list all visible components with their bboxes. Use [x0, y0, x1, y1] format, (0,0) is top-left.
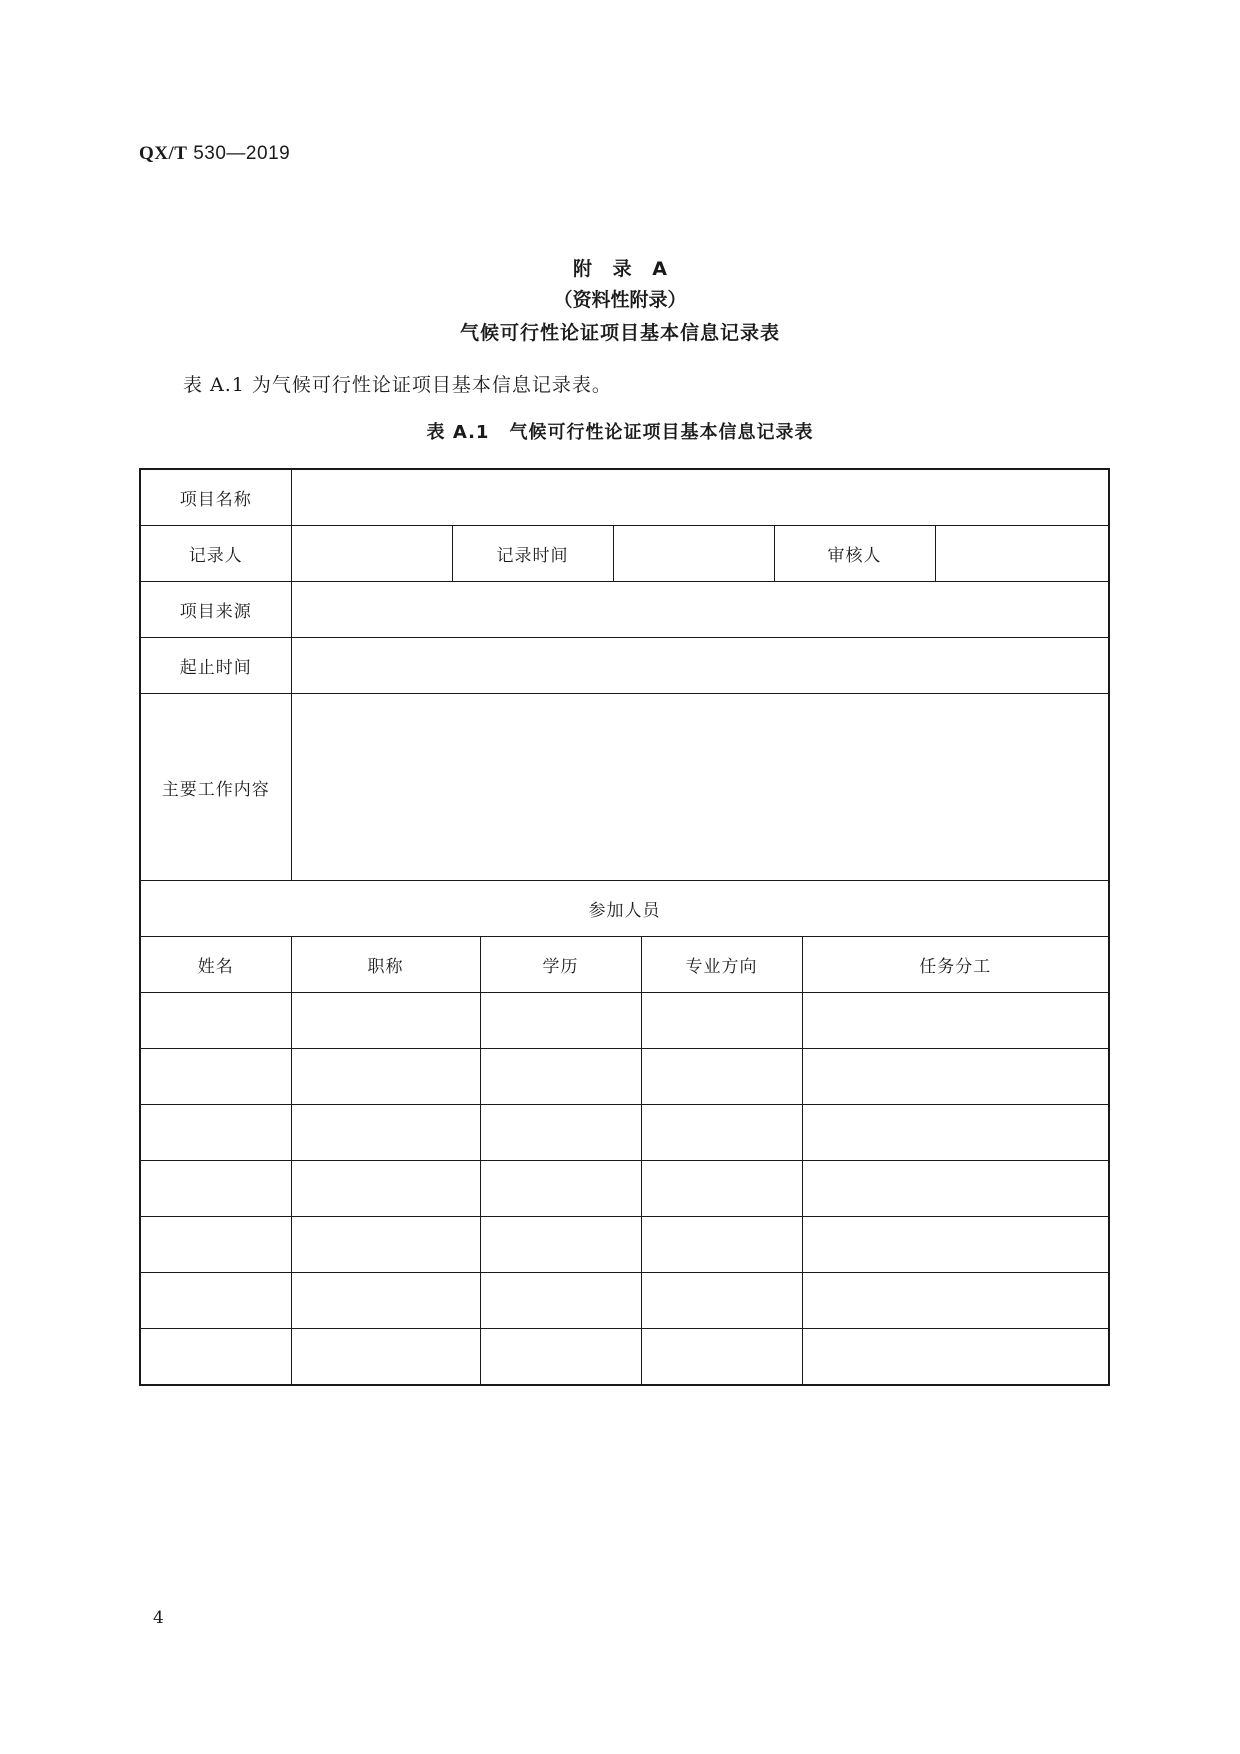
source-field — [291, 582, 1109, 638]
standard-number: 530—2019 — [193, 143, 291, 164]
row-recorder — [140, 526, 1109, 582]
table-row — [140, 1217, 1109, 1273]
reviewer-field — [935, 526, 1109, 582]
participant-name-cell — [140, 1329, 291, 1386]
participant-task-cell — [802, 1049, 1109, 1105]
recorder-field — [291, 526, 452, 582]
participant-specialty-cell — [641, 1217, 802, 1273]
participant-education-cell — [480, 993, 641, 1049]
participants-header-row — [140, 937, 1109, 993]
participant-specialty-cell — [641, 1161, 802, 1217]
table-caption — [0, 418, 1240, 444]
table-number: 表 A.1 — [426, 422, 490, 443]
participant-specialty-cell — [641, 1273, 802, 1329]
participant-title-cell — [291, 1049, 480, 1105]
participant-name-cell — [140, 1049, 291, 1105]
table-title: 气候可行性论证项目基本信息记录表 — [509, 422, 814, 443]
annex-type: （资料性附录） — [553, 289, 687, 311]
participant-task-cell — [802, 1105, 1109, 1161]
participant-title-cell — [291, 1273, 480, 1329]
table-row — [140, 1105, 1109, 1161]
participant-education-cell — [480, 1217, 641, 1273]
participant-title-cell — [291, 993, 480, 1049]
table-row — [140, 1049, 1109, 1105]
participant-rows — [140, 993, 1109, 1386]
participant-name-cell — [140, 1105, 291, 1161]
row-participants-heading — [140, 881, 1109, 937]
participant-task-cell — [802, 1217, 1109, 1273]
row-period — [140, 638, 1109, 694]
participant-title-cell — [291, 1329, 480, 1386]
participant-specialty-cell — [641, 1049, 802, 1105]
table-row — [140, 1161, 1109, 1217]
table-row — [140, 993, 1109, 1049]
main-work-field — [291, 694, 1109, 881]
table-row — [140, 1273, 1109, 1329]
main-work-label: 主要工作内容 — [140, 694, 291, 881]
participants-heading: 参加人员 — [140, 881, 1109, 937]
project-name-label: 项目名称 — [140, 469, 291, 526]
project-name-field — [291, 469, 1109, 526]
annex-name: 气候可行性论证项目基本信息记录表 — [459, 322, 780, 344]
row-source — [140, 582, 1109, 638]
participant-education-cell — [480, 1161, 641, 1217]
standard-prefix: QX/T — [139, 143, 188, 164]
participant-education-cell — [480, 1105, 641, 1161]
participant-education-cell — [480, 1273, 641, 1329]
column-header-name: 姓名 — [140, 937, 291, 993]
participant-education-cell — [480, 1049, 641, 1105]
column-header-education: 学历 — [480, 937, 641, 993]
participant-name-cell — [140, 1217, 291, 1273]
participant-name-cell — [140, 1273, 291, 1329]
participant-specialty-cell — [641, 1329, 802, 1386]
participant-title-cell — [291, 1105, 480, 1161]
period-field — [291, 638, 1109, 694]
standard-code — [139, 143, 290, 165]
page-number: 4 — [153, 1608, 164, 1628]
column-header-title: 职称 — [291, 937, 480, 993]
participant-title-cell — [291, 1161, 480, 1217]
participant-name-cell — [140, 993, 291, 1049]
row-project-name — [140, 469, 1109, 526]
record-time-field — [613, 526, 774, 582]
record-table — [139, 468, 1110, 1386]
participant-task-cell — [802, 1161, 1109, 1217]
recorder-label: 记录人 — [140, 526, 291, 582]
participant-specialty-cell — [641, 993, 802, 1049]
participant-task-cell — [802, 993, 1109, 1049]
table-row — [140, 1329, 1109, 1386]
period-label: 起止时间 — [140, 638, 291, 694]
column-header-task: 任务分工 — [802, 937, 1109, 993]
annex-title: 附 录 A — [573, 258, 667, 280]
row-main-work — [140, 694, 1109, 881]
participant-title-cell — [291, 1217, 480, 1273]
record-time-label: 记录时间 — [452, 526, 613, 582]
source-label: 项目来源 — [140, 582, 291, 638]
participant-task-cell — [802, 1273, 1109, 1329]
participant-name-cell — [140, 1161, 291, 1217]
participant-task-cell — [802, 1329, 1109, 1386]
participant-specialty-cell — [641, 1105, 802, 1161]
intro-paragraph: 表 A.1 为气候可行性论证项目基本信息记录表。 — [183, 374, 612, 396]
participant-education-cell — [480, 1329, 641, 1386]
reviewer-label: 审核人 — [774, 526, 935, 582]
column-header-specialty: 专业方向 — [641, 937, 802, 993]
